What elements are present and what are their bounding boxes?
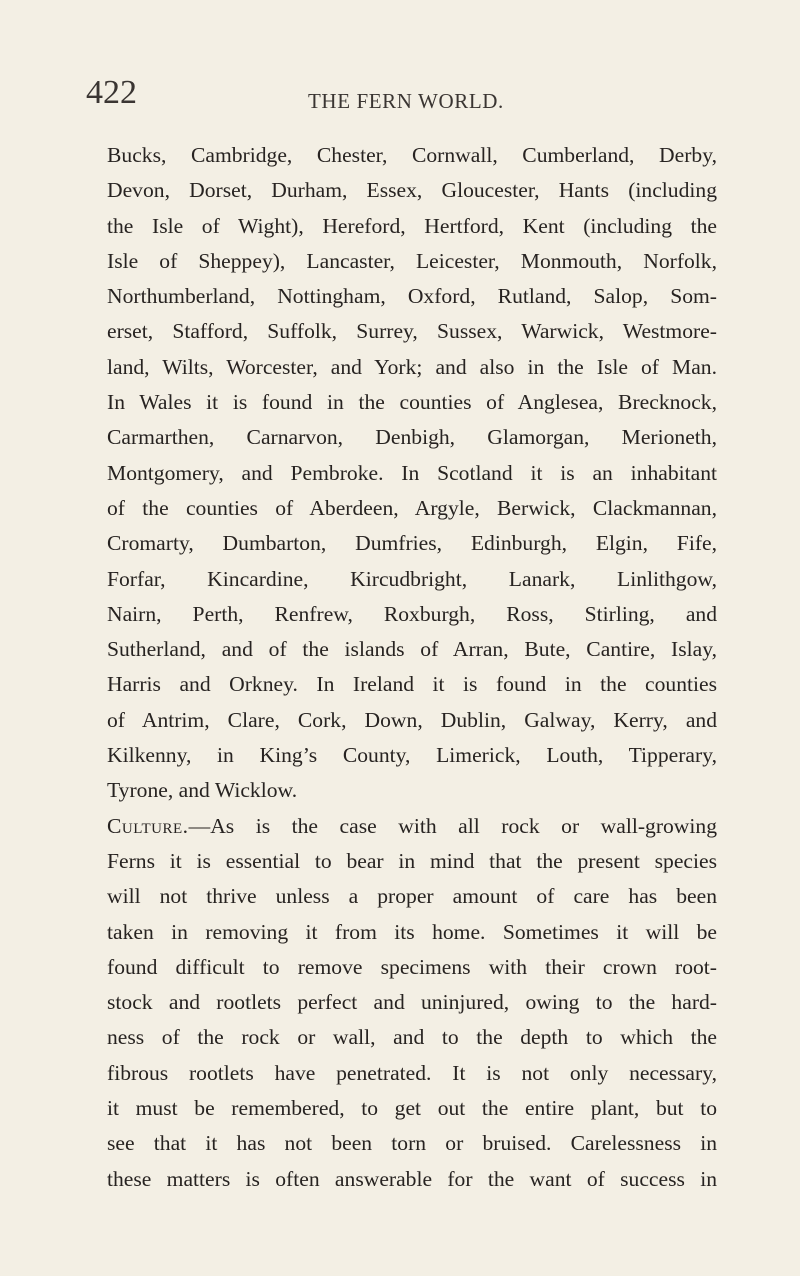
culture-first-line-text: —As is the case with all rock or wall-growing xyxy=(188,813,717,838)
text-line: it must be remembered, to get out the entire plant, but to xyxy=(107,1096,717,1121)
text-line: see that it has not been torn or bruised. Carelessness in xyxy=(107,1131,717,1156)
text-line: stock and rootlets perfect and uninjured, owing to the hard- xyxy=(107,990,717,1015)
running-head: THE FERN WORLD. xyxy=(308,89,504,113)
text-line: Harris and Orkney. In Ireland it is found in the counties xyxy=(107,672,717,697)
text-line: fibrous rootlets have penetrated. It is not only necessary, xyxy=(107,1060,717,1085)
text-line: Bucks, Cambridge, Chester, Cornwall, Cumberland, Derby, xyxy=(107,143,717,167)
text-line: Forfar, Kincardine, Kircudbright, Lanark, Linlithgow, xyxy=(107,566,717,591)
text-line: Devon, Dorset, Durham, Essex, Gloucester, Hants (including xyxy=(107,178,717,203)
text-line: the Isle of Wight), Hereford, Hertford, Kent (including the xyxy=(107,213,717,238)
body-text xyxy=(107,138,717,1197)
culture-first-line xyxy=(107,809,717,844)
text-line: Tyrone, and Wicklow. xyxy=(107,778,298,803)
text-line: Nairn, Perth, Renfrew, Roxburgh, Ross, Stirling, and xyxy=(107,601,717,626)
text-line: In Wales it is found in the counties of Anglesea, Brecknock, xyxy=(107,390,717,415)
text-line: Northumberland, Nottingham, Oxford, Rutland, Salop, Som- xyxy=(107,284,717,309)
text-line: found difficult to remove specimens with their crown root- xyxy=(107,954,717,979)
text-line: ness of the rock or wall, and to the depth to which the xyxy=(107,1025,717,1050)
text-line: land, Wilts, Worcester, and York; and also in the Isle of Man. xyxy=(107,354,717,379)
text-line: of the counties of Aberdeen, Argyle, Berwick, Clackmannan, xyxy=(107,495,717,520)
text-line: will not thrive unless a proper amount of care has been xyxy=(107,884,717,909)
text-line: taken in removing it from its home. Sometimes it will be xyxy=(107,919,717,944)
culture-heading: Culture. xyxy=(107,813,189,838)
text-line: Kilkenny, in King’s County, Limerick, Louth, Tipperary, xyxy=(107,743,717,768)
text-line: Sutherland, and of the islands of Arran, Bute, Cantire, Islay, xyxy=(107,637,717,662)
text-line: Cromarty, Dumbarton, Dumfries, Edinburgh, Elgin, Fife, xyxy=(107,531,717,556)
text-line: erset, Stafford, Suffolk, Surrey, Sussex, Warwick, Westmore- xyxy=(107,319,717,344)
text-line: Montgomery, and Pembroke. In Scotland it is an inhabitant xyxy=(107,460,717,485)
text-line: these matters is often answerable for the want of success in xyxy=(107,1166,717,1191)
page-number: 422 xyxy=(86,74,137,111)
text-line: of Antrim, Clare, Cork, Down, Dublin, Galway, Kerry, and xyxy=(107,707,717,732)
text-line: Carmarthen, Carnarvon, Denbigh, Glamorgan, Merioneth, xyxy=(107,425,717,450)
text-line: Ferns it is essential to bear in mind that the present species xyxy=(107,848,717,873)
page-header xyxy=(0,76,800,116)
text-line: Isle of Sheppey), Lancaster, Leicester, Monmouth, Norfolk, xyxy=(107,248,717,273)
